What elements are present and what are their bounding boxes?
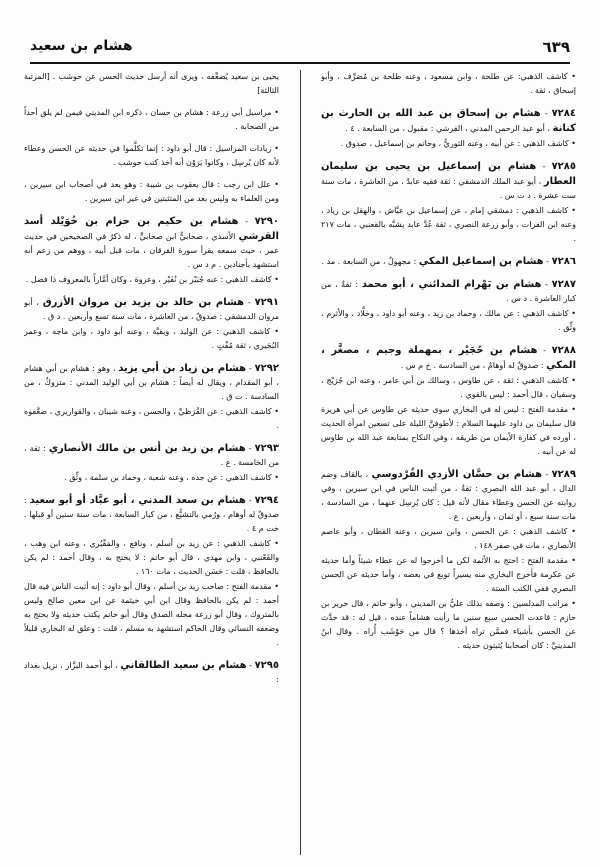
source-note: • مقدمة الفتح : احتج به الأئمة لكن ما أخرجوا له عن عطاء شيئاً وأما حديثه عن عكرمة فأخرج البخاري منه يسيراً توبع في بعضه ، وأما حديثه عن الحسن البصري ففي الكتب الستة . — [321, 556, 576, 593]
entry-name: هشام بن خالد بن يزيد بن مروان الأزرق — [42, 297, 245, 308]
entry-name: هشام بن إسحاق بن عبد الله بن الحارث بن كنانة — [321, 108, 576, 134]
biography-entry: ٧٢٨٤ - هشام بن إسحاق بن عبد الله بن الحارث بن كنانة ، أبو عبد الرحمن المدني ، القرشي : مقبول ، من السابعة . ٤ . • كاشف الذهبي : عن أبيه ، وعنه الثوريُّ ، وحاتم بن إسماعيل ، صدوق . — [321, 106, 576, 151]
entry-text: • مراسيل أبي زرعة : هشام بن حسان ، ذكره ابن المديني فيمن لم يلق أحداً من الصحابة . — [24, 108, 279, 131]
entry-name: هشام بن حكيم بن حزام بن خُوَيْلد أسد القرشي — [24, 216, 279, 242]
source-note: • كاشف الذهبي : عن زيد بن أسلم ، ونافع ، والمَقْبُري ، وعنه ابن وهب ، والقَعْنبي ، وابن مهدي ، قال أبو حاتم : لا يحتج به ، وقال أحمد : لم يكن بالحافظ ، قلت : حَسَن الحديث ، مات ١٦٠ . — [24, 539, 279, 576]
entry-text: : ثقة ، من الخامسة . ع . — [24, 444, 279, 467]
entry-text: ، أبو مروان الدمشقي : صدوقٌ ، من العاشرة ، مات سنة تسع وأربعين . د ق . — [24, 298, 279, 321]
entry-number: ٧٢٨٧ — [551, 279, 576, 290]
entry-text: ، أبو أحمد البزَّار ، نزيل بغداد : — [24, 661, 279, 684]
entry-name: هشام بن إسماعيل المكي — [418, 256, 544, 267]
biography-entry: ٧٢٨٨ - هشام بن حُجَيْر ، بمهملة وجيم ، مصغَّر ، المكي : صدوقٌ له أوهامٌ ، من السادسة . خ م س . • كاشف الذهبي : ثقة ، عن طاوس ، وسالك بن أبي عامر ، وعنه ابن جُرَيْج ، وسفيان ، قال أحمد : ليس بالقوي . • مقدمة الفتح : ليس له في البخاري سوى حديثه عن طاوس عن أبي هريرة قال سليمان بن داود عليهما السلام : لأطوفنَّ الليلة على تسعين امرأة الحديث ، أورده في كفارة الأيمان من طريقه ، وفي النكاح بمتابعة عبد الله بن طاوس له عن أبيه . — [321, 343, 576, 459]
biography-entry — [24, 106, 279, 134]
entry-text: • زيادات المراسيل : قال أبو داود : إنما تكلَّموا في حديثه عن الحسن وعطاء لأنه كان يُرسِل ، وكانوا يَرَوْن أنه أخذ كتب حوشب . — [24, 144, 279, 167]
running-head: هشام بن سعيد — [30, 38, 133, 54]
biography-entry: ٧٢٩٥ - هشام بن سعيد الطالقاني ، أبو أحمد البزَّار ، نزيل بغداد : — [24, 660, 279, 684]
entry-number: ٧٢٩١ — [254, 297, 279, 308]
biography-entry: ٧٢٩٠ - هشام بن حكيم بن حزام بن خُوَيْلد أسد القرشي الأسدي ، صحابيٌّ ابن صحابيٍّ ، له ذكرٌ في الصحيحين في حديث عمر ، حيث سمعه يقرأ سورة الفرقان ، مات قبل أبيه ، ووهم من زعم أنه استشهد بأجنادين . م د س . • كاشف الذهبي : عنه جُبَيْر بن نُفَيْر ، وعروة ، وكان أمَّاراً بالمعروف ذا فضل . — [24, 214, 279, 287]
biography-entry: ٧٢٨٦ - هشام بن إسماعيل المكي : مجهولٌ ، من السابعة . مد . — [321, 256, 576, 267]
entry-name: هشام بن حُجَيْر ، بمهملة وجيم ، مصغَّر ، المكي — [321, 345, 576, 371]
source-note: • كاشف الذهبي : دمشقي إمام ، عن إسماعيل بن عيَّاش ، والهقل بن زياد ، وعنه ابن الفرات ، وأبو زرعة النصري ، ثقة عُدَّ عابد يشبَّه بالقعنبي ، مات ٢١٧ . — [321, 206, 576, 243]
entry-name: هشام بن بَهْرام المدائني ، أبو محمد — [361, 279, 542, 290]
entry-number: ٧٢٨٦ — [551, 256, 576, 267]
source-note: • كاشف الذهبي : عن أبيه ، وعنه الثوريُّ ، وحاتم بن إسماعيل ، صدوق . — [340, 139, 576, 148]
source-note: • كاشف الذهبي : عن القُرَظيِّ ، والحسن ، وعنه شيبان ، والقواريري ، ضعَّفوه . — [24, 407, 279, 430]
entry-number: ٧٢٨٩ — [551, 469, 576, 480]
biography-entry — [24, 142, 279, 170]
entry-name: هشام بن سعيد الطالقاني — [120, 660, 247, 671]
source-note: • كاشف الذهبي : عن جده ، وعنه شعبة ، وحماد بن سلمة ، وثِّق . — [64, 473, 279, 482]
entry-text: ، وهو : هشام بن أبي هشام ، أبو المقدام ، ويقال له أيضاً : هشام بن أبي الوليد المدني : متروكٌ ، من السادسة . ت ق . — [24, 364, 279, 401]
source-note: • كاشف الذهبي : عن الحسن ، وابن سيرين ، وعنه القطان ، وأبو عاصم الأنصاري ، مات في صفر ١٤٨ . — [321, 527, 576, 550]
biography-entry: ٧٢٩٣ - هشام بن زيد بن أنس بن مالك الأنصاري : ثقة ، من الخامسة . ع . • كاشف الذهبي : عن جده ، وعنه شعبة ، وحماد بن سلمة ، وثِّق . — [24, 441, 279, 485]
entry-text: ، أبو عبد الملك الدمشقي : ثقة فقيه عابدٌ ، من العاشرة ، مات سنة ست عشرة . د ت س . — [321, 177, 576, 200]
page-header — [30, 38, 570, 64]
entry-number: ٧٢٩٠ — [254, 216, 279, 227]
column-divider — [300, 70, 301, 855]
source-note: • كاشف الذهبي : عنه جُبَيْر بن نُفَيْر ، وعروة ، وكان أمَّاراً بالمعروف ذا فضل . — [25, 275, 279, 284]
biography-entry — [321, 70, 576, 98]
entry-text: ، بالقاف وضم الدال ، أبو عبد الله البصري : ثقةٌ ، من أثبت الناس في ابن سيرين ، وفي روايته عن الحسن وعطاء مقال لأنه قيل : كان يُرسِل عنهما ، من السادسة ، مات سنة سبع ، أو ثمان ، وأربعين . ع . — [321, 470, 576, 521]
header-rule — [30, 62, 570, 64]
entry-name: هشام بن زياد بن أبي يزيد — [118, 363, 247, 374]
entry-number: ٧٢٨٤ — [551, 108, 576, 119]
entry-text: : ثقةٌ ، من كبار العاشرة . د س . — [321, 280, 576, 303]
entry-text: : مجهولٌ ، من السابعة . مد . — [321, 257, 417, 266]
page-number: ٦٣٩ — [542, 38, 570, 56]
entry-number: ٧٢٩٥ — [254, 660, 279, 671]
source-note: • كاشف الذهبي : ثقة ، عن طاوس ، وسالك بن أبي عامر ، وعنه ابن جُرَيْج ، وسفيان ، قال أحمد : ليس بالقوي . — [321, 376, 576, 399]
biography-entry — [24, 70, 279, 98]
source-note: • مراتب المدلسين : وصفه بذلك عليُّ بن المديني ، وأبو حاتم ، قال جرير بن حازم : قاعدت الحسن سبع سنين ما رأيت هشاماً عنده ، قيل له : قد حدَّث عن الحسن بأشياء فممَّن تراه أخذها ؟ قال من حَوْشَب أُراه . وقال ابنُ المدينيِّ : كان أصحابنا يُثبتون حديثه . — [321, 599, 576, 650]
biography-entry — [24, 178, 279, 206]
entry-text: : صدوقٌ له أوهام ، ورُمي بالتشيُّع ، من كبار السابعة ، مات سنة ستين أو قبلها . خت م ٤ . — [24, 496, 279, 533]
biography-entry: ٧٢٨٧ - هشام بن بَهْرام المدائني ، أبو محمد : ثقةٌ ، من كبار العاشرة . د س . • كاشف الذهبي : عن مالك ، وحماد بن زيد ، وعنه أبو داود ، وخلَّاد ، والأثرم ، وثِّق . — [321, 277, 576, 335]
entry-name: هشام بن زيد بن أنس بن مالك الأنصاري — [48, 443, 246, 454]
biography-entry: ٧٢٨٩ - هشام بن حسَّان الأزدي القُرْدوسي ، بالقاف وضم الدال ، أبو عبد الله البصري : ثقةٌ ، من أثبت الناس في ابن سيرين ، وفي روايته عن الحسن وعطاء مقال لأنه قيل : كان يُرسِل عنهما ، من السادسة ، مات سنة سبع ، أو ثمان ، وأربعين . ع . • كاشف الذهبي : عن الحسن ، وابن سيرين ، وعنه القطان ، وأبو عاصم الأنصاري ، مات في صفر ١٤٨ . • مقدمة الفتح : احتج به الأئمة لكن ما أخرجوا له عن عطاء شيئاً وأما حديثه عن عكرمة فأخرج البخاري منه يسيراً توبع في بعضه ، وأما حديثه عن الحسن البصري ففي الكتب الستة . • مراتب المدلسين : وصفه بذلك عليُّ بن المديني ، وأبو حاتم ، قال جرير بن حازم : قاعدت الحسن سبع سنين ما رأيت هشاماً عنده ، قيل له : قد حدَّث عن الحسن بأشياء فممَّن تراه أخذها ؟ قال من حَوْشَب أُراه . وقال ابنُ المدينيِّ : كان أصحابنا يُثبتون حديثه . — [321, 467, 576, 653]
entry-text: يحيى بن سعيد يُضعِّفه ، ويرى أنه أرسل حديث الحسن عن حوشب . [المرتبة الثالثة] — [24, 72, 279, 95]
entry-number: ٧٢٩٢ — [254, 363, 279, 374]
entry-text: ، أبو عبد الرحمن المدني ، القرشي : مقبول ، من السابعة . ٤ . — [345, 124, 550, 133]
entry-number: ٧٢٨٨ — [551, 345, 576, 356]
source-note: • كاشف الذهبي : عن مالك ، وحماد بن زيد ، وعنه أبو داود ، وخلَّاد ، والأثرم ، وثِّق . — [321, 309, 576, 332]
entry-text: • كاشف الذهبي: عن طلحة ، وابن مسعود ، وعنه طلحة بن مُصَرِّف ، وأبو إسحاق ، ثقة . — [321, 72, 576, 95]
source-note: • مقدمة الفتح : ليس له في البخاري سوى حديثه عن طاوس عن أبي هريرة قال سليمان بن داود عليهما السلام : لأطوفنَّ الليلة على تسعين امرأة الحديث ، أورده في كفارة الأيمان من طريقه ، وفي النكاح بمتابعة عبد الله بن طاوس له عن أبيه . — [321, 405, 576, 456]
entry-number: ٧٢٩٤ — [254, 495, 279, 506]
entry-name: هشام بن سعد المدني ، أبو عبَّاد أو أبو سعيد — [29, 495, 246, 506]
entry-number: ٧٢٩٣ — [254, 443, 279, 454]
entry-number: ٧٢٨٥ — [551, 161, 576, 172]
biography-entry: ٧٢٩٤ - هشام بن سعد المدني ، أبو عبَّاد أو أبو سعيد : صدوقٌ له أوهام ، ورُمي بالتشيُّع ، من كبار السابعة ، مات سنة ستين أو قبلها . خت م ٤ . • كاشف الذهبي : عن زيد بن أسلم ، ونافع ، والمَقْبُري ، وعنه ابن وهب ، والقَعْنبي ، وابن مهدي ، قال أبو حاتم : لا يحتج به ، وقال أحمد : لم يكن بالحافظ ، قلت : حَسَن الحديث ، مات ١٦٠ . • مقدمة الفتح : صاحب زيد بن أسلم ، وقال أبو داود : إنه أثبت الناس فيه قال أحمد : لم يكن بالحافظ وقال ابن أبي خيثمة عن ابن معين صالح وليس بالمتروك ، وقال أبو زرعة محله الصدق وقال أبو حاتم يكتب حديثه ولا يحتج به وضعفه النسائي وقال الحاكم استشهد به مسلم ، قلت : وعلق له البخاري قليلاً . — [24, 493, 279, 650]
left-column — [24, 70, 279, 860]
biography-entry: ٧٢٨٥ - هشام بن إسماعيل بن يحيى بن سليمان العطار ، أبو عبد الملك الدمشقي : ثقة فقيه عابدٌ ، من العاشرة ، مات سنة ست عشرة . د ت س . • كاشف الذهبي : دمشقي إمام ، عن إسماعيل بن عيَّاش ، والهقل بن زياد ، وعنه ابن الفرات ، وأبو زرعة النصري ، ثقة عُدَّ عابد يشبَّه بالقعنبي ، مات ٢١٧ . — [321, 159, 576, 246]
source-note: • كاشف الذهبي : عن الوليد ، وبقيَّة ، وعنه أبو داود ، وابن ماجه ، وعمر البُجَيري ، ثقة مُفْتٍ . — [24, 327, 279, 350]
entry-text: • علل ابن رجب : قال يعقوب بن شيبة : وهو يعد في أصحاب ابن سيرين ، ومن العلماء به وليس بعد من المتثبتين في غير ابن سيرين . — [24, 180, 279, 203]
entry-text: : صدوقٌ له أوهامٌ ، من السادسة . خ م س . — [400, 361, 544, 370]
entry-text: الأسدي ، صحابيٌّ ابن صحابيٍّ ، له ذكرٌ في الصحيحين في حديث عمر ، حيث سمعه يقرأ سورة الفرقان ، مات قبل أبيه ، ووهم من زعم أنه استشهد بأجنادين . م د س . — [24, 232, 279, 269]
biography-entry: ٧٢٩٢ - هشام بن زياد بن أبي يزيد ، وهو : هشام بن أبي هشام ، أبو المقدام ، ويقال له أيضاً : هشام بن أبي الوليد المدني : متروكٌ ، من السادسة . ت ق . • كاشف الذهبي : عن القُرَظيِّ ، والحسن ، وعنه شيبان ، والقواريري ، ضعَّفوه . — [24, 361, 279, 433]
entry-name: هشام بن حسَّان الأزدي القُرْدوسي — [371, 469, 543, 480]
entry-name: هشام بن إسماعيل بن يحيى بن سليمان العطار — [321, 161, 576, 187]
source-note: • مقدمة الفتح : صاحب زيد بن أسلم ، وقال أبو داود : إنه أثبت الناس فيه قال أحمد : لم يكن بالحافظ وقال ابن أبي خيثمة عن ابن معين صالح وليس بالمتروك ، وقال أبو زرعة محله الصدق وقال أبو حاتم يكتب حديثه ولا يحتج به وضعفه النسائي وقال الحاكم استشهد به مسلم ، قلت : وعلق له البخاري قليلاً . — [24, 582, 279, 647]
biography-entry: ٧٢٩١ - هشام بن خالد بن يزيد بن مروان الأزرق ، أبو مروان الدمشقي : صدوقٌ ، من العاشرة ، مات سنة تسع وأربعين . د ق . • كاشف الذهبي : عن الوليد ، وبقيَّة ، وعنه أبو داود ، وابن ماجه ، وعمر البُجَيري ، ثقة مُفْتٍ . — [24, 295, 279, 353]
right-column — [321, 70, 576, 860]
